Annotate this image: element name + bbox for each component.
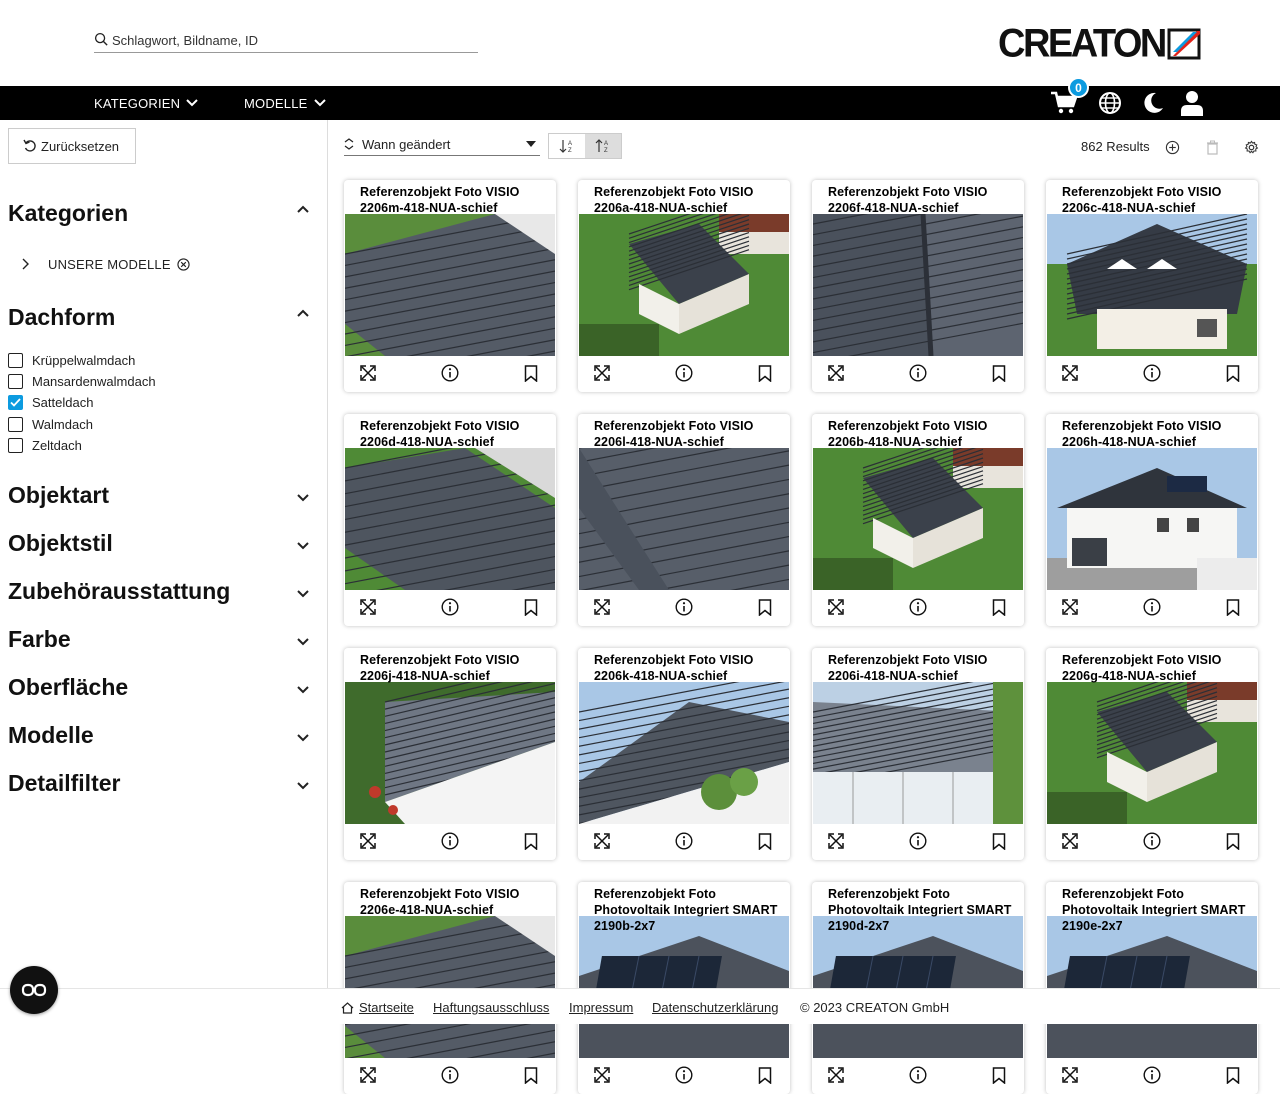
expand-icon[interactable] [593,832,611,850]
card-thumbnail[interactable] [1047,214,1257,356]
card-thumbnail[interactable] [1047,916,1257,1058]
card-title: Referenzobjekt Foto VISIO 2206h-418-NUA-schief [1062,419,1222,449]
dropdown-caret-icon [526,141,536,147]
expand-icon[interactable] [593,1066,611,1084]
section-title-modelle[interactable]: Modelle [8,722,94,748]
sort-ascending-button[interactable] [585,134,621,158]
expand-icon[interactable] [359,1066,377,1084]
expand-icon[interactable] [1061,832,1079,850]
results-count: 862 Results [1081,139,1150,154]
checkbox-label: Satteldach [32,394,94,410]
expand-icon[interactable] [593,364,611,382]
bookmark-icon[interactable] [756,1066,774,1084]
section-title-objektstil[interactable]: Objektstil [8,530,113,556]
chevron-down-icon [314,99,326,107]
card-title: Referenzobjekt Foto VISIO 2206i-418-NUA-schief [828,653,988,683]
image-card[interactable] [344,648,556,860]
reset-label: Zurücksetzen [41,138,120,154]
expand-icon[interactable] [827,832,845,850]
expand-icon[interactable] [593,598,611,616]
card-thumbnail[interactable] [345,214,555,356]
image-card[interactable] [1046,648,1258,860]
card-actions [578,1058,790,1094]
card-thumbnail[interactable] [813,682,1023,824]
card-title: Referenzobjekt Foto VISIO 2206k-418-NUA-schief [594,653,754,683]
card-actions [812,356,1024,392]
card-title: Referenzobjekt Foto VISIO 2206l-418-NUA-schief [594,419,754,449]
checkbox-label: Walmdach [32,416,93,432]
chevron-down-icon[interactable] [294,729,312,747]
info-icon[interactable] [675,832,693,850]
chevron-up-icon[interactable] [294,200,312,218]
checkbox-box[interactable] [8,374,23,389]
logo-mark-icon [1167,28,1203,60]
bookmark-icon[interactable] [990,1066,1008,1084]
bookmark-icon[interactable] [522,364,540,382]
section-title-detailfilter[interactable]: Detailfilter [8,770,121,796]
bookmark-icon[interactable] [522,832,540,850]
image-card[interactable] [344,180,556,392]
chevron-down-icon[interactable] [294,537,312,555]
checkbox-zeltdach[interactable] [8,436,82,454]
accessibility-toggle-button[interactable] [10,966,58,1014]
card-title: Referenzobjekt Foto Photovoltaik Integriert SMART 2190b-2x7 [594,887,778,933]
card-title: Referenzobjekt Foto VISIO 2206e-418-NUA-schief [360,887,520,917]
section-title-farbe[interactable]: Farbe [8,626,71,652]
section-title-kategorien: Kategorien [8,200,129,226]
card-actions [344,356,556,392]
bookmark-icon[interactable] [756,598,774,616]
card-actions [344,1058,556,1094]
image-card[interactable] [578,180,790,392]
info-icon[interactable] [441,364,459,382]
bookmark-icon[interactable] [1224,1066,1242,1084]
image-card[interactable] [1046,180,1258,392]
checkbox-box-checked[interactable] [8,395,23,410]
tree-item-label: UNSERE MODELLE [48,256,171,272]
glasses-icon [21,983,47,997]
bookmark-icon[interactable] [522,1066,540,1084]
image-card[interactable] [344,414,556,626]
card-title: Referenzobjekt Foto VISIO 2206j-418-NUA-schief [360,653,520,683]
card-title: Referenzobjekt Foto VISIO 2206m-418-NUA-schief [360,185,520,215]
svg-text:Z: Z [604,148,608,153]
info-icon[interactable] [441,832,459,850]
card-title: Referenzobjekt Foto VISIO 2206c-418-NUA-schief [1062,185,1222,215]
chevron-down-icon[interactable] [294,489,312,507]
nav-modelle[interactable] [244,86,326,120]
image-card[interactable] [578,414,790,626]
search-icon [94,32,110,48]
bookmark-icon[interactable] [990,598,1008,616]
home-icon[interactable] [341,1001,354,1019]
cart-count-badge: 0 [1068,77,1089,98]
nav-kategorien[interactable] [94,86,198,120]
card-actions [578,590,790,626]
checkbox-box[interactable] [8,353,23,368]
expand-icon[interactable] [1061,1066,1079,1084]
card-actions [812,590,1024,626]
card-title: Referenzobjekt Foto VISIO 2206f-418-NUA-schief [828,185,988,215]
search-input[interactable] [112,33,472,48]
bookmark-icon[interactable] [1224,832,1242,850]
user-icon[interactable] [1178,90,1206,116]
chevron-down-icon [186,99,198,107]
card-title: Referenzobjekt Foto Photovoltaik Integriert SMART 2190d-2x7 [828,887,1012,933]
card-title: Referenzobjekt Foto VISIO 2206d-418-NUA-schief [360,419,520,449]
expand-icon[interactable] [1061,364,1079,382]
section-title-objektart[interactable]: Objektart [8,482,109,508]
info-icon[interactable] [1143,1066,1161,1084]
card-actions [578,356,790,392]
checkbox-mansardenwalmdach[interactable] [8,372,156,390]
expand-icon[interactable] [359,364,377,382]
checkbox-walmdach[interactable] [8,415,93,433]
chevron-down-icon[interactable] [294,633,312,651]
checkbox-box[interactable] [8,417,23,432]
card-actions [812,824,1024,860]
footer-link-datenschutz[interactable]: Datenschutzerklärung [652,1000,779,1015]
card-thumbnail[interactable] [345,916,555,1058]
svg-text:Z: Z [568,148,572,153]
card-actions [344,824,556,860]
add-circle-icon[interactable] [1164,139,1180,155]
card-actions [344,590,556,626]
globe-icon[interactable] [1096,90,1124,116]
footer-link-impressum[interactable]: Impressum [569,1000,634,1015]
reset-button[interactable] [8,128,136,164]
creaton-logo[interactable] [998,21,1203,66]
moon-icon[interactable] [1139,90,1167,116]
sort-updown-icon [344,138,354,150]
info-icon[interactable] [909,832,927,850]
card-actions [812,1058,1024,1094]
remove-circle-icon[interactable] [177,258,190,271]
checkbox-label: Mansardenwalmdach [32,373,156,389]
expand-icon[interactable] [359,832,377,850]
footer-link-haftungsausschluss[interactable]: Haftungsausschluss [433,1000,550,1015]
bookmark-icon[interactable] [990,364,1008,382]
card-thumbnail[interactable] [579,214,789,356]
checkbox-label: Zeltdach [32,437,82,453]
bookmark-icon[interactable] [1224,364,1242,382]
info-icon[interactable] [1143,364,1161,382]
image-card[interactable] [812,180,1024,392]
bookmark-icon[interactable] [756,364,774,382]
search-bar[interactable] [94,28,478,53]
image-card[interactable] [1046,414,1258,626]
sort-desc-icon [559,139,575,153]
sort-select[interactable] [344,133,540,156]
card-actions [1046,824,1258,860]
tree-item-unsere-modelle[interactable] [22,255,190,273]
card-thumbnail[interactable] [1047,682,1257,824]
card-thumbnail[interactable] [1047,448,1257,590]
image-card[interactable] [812,648,1024,860]
info-icon[interactable] [675,1066,693,1084]
svg-text:A: A [604,141,609,147]
sort-asc-icon [595,139,611,153]
expand-icon[interactable] [827,598,845,616]
info-icon[interactable] [675,598,693,616]
expand-icon[interactable] [827,364,845,382]
nav-modelle-label: MODELLE [244,95,308,111]
bookmark-icon[interactable] [1224,598,1242,616]
info-icon[interactable] [675,364,693,382]
gear-icon[interactable] [1243,139,1259,155]
expand-icon[interactable] [827,1066,845,1084]
trash-icon[interactable] [1204,139,1220,155]
info-icon[interactable] [909,364,927,382]
image-card[interactable] [578,648,790,860]
card-thumbnail[interactable] [579,916,789,1058]
footer-link-startseite[interactable]: Startseite [359,1000,414,1015]
card-actions [1046,590,1258,626]
image-card[interactable] [812,414,1024,626]
card-thumbnail[interactable] [813,916,1023,1058]
checkbox-label: Krüppelwalmdach [32,352,136,368]
checkbox-box[interactable] [8,438,23,453]
chevron-right-icon [22,258,36,270]
card-actions [578,824,790,860]
card-title: Referenzobjekt Foto VISIO 2206g-418-NUA-schief [1062,653,1222,683]
card-thumbnail[interactable] [813,448,1023,590]
nav-kategorien-label: KATEGORIEN [94,95,181,111]
chevron-down-icon[interactable] [294,681,312,699]
section-title-oberflaeche[interactable]: Oberfläche [8,674,129,700]
footer-copyright: © 2023 CREATON GmbH [800,1000,950,1015]
checkbox-kruppelwalmdach[interactable] [8,351,135,369]
info-icon[interactable] [909,598,927,616]
info-icon[interactable] [1143,598,1161,616]
card-thumbnail[interactable] [345,448,555,590]
bookmark-icon[interactable] [756,832,774,850]
section-title-dachform: Dachform [8,304,116,330]
footer [0,988,1280,1024]
card-title: Referenzobjekt Foto VISIO 2206b-418-NUA-schief [828,419,988,449]
chevron-up-icon[interactable] [294,304,312,322]
header [0,0,1280,86]
reset-icon [23,139,37,153]
bookmark-icon[interactable] [990,832,1008,850]
card-actions [1046,356,1258,392]
chevron-down-icon[interactable] [294,585,312,603]
info-icon[interactable] [441,1066,459,1084]
checkbox-satteldach[interactable] [8,393,93,411]
card-title: Referenzobjekt Foto Photovoltaik Integriert SMART 2190e-2x7 [1062,887,1246,933]
logo-text: CREATON [998,21,1165,66]
card-thumbnail[interactable] [345,682,555,824]
card-title: Referenzobjekt Foto VISIO 2206a-418-NUA-schief [594,185,754,215]
sort-direction-group [548,133,622,159]
chevron-down-icon[interactable] [294,777,312,795]
bookmark-icon[interactable] [522,598,540,616]
info-icon[interactable] [441,598,459,616]
section-title-zubehoeraustattung[interactable]: Zubehörausstattung [8,578,231,604]
expand-icon[interactable] [359,598,377,616]
sort-select-value: Wann geändert [362,136,451,152]
card-thumbnail[interactable] [579,448,789,590]
card-actions [1046,1058,1258,1094]
sort-descending-button[interactable] [549,134,585,158]
card-thumbnail[interactable] [813,214,1023,356]
info-icon[interactable] [1143,832,1161,850]
card-thumbnail[interactable] [579,682,789,824]
checkmark-icon [10,398,21,407]
expand-icon[interactable] [1061,598,1079,616]
filter-sidebar [0,120,328,988]
svg-text:A: A [568,141,573,147]
info-icon[interactable] [909,1066,927,1084]
